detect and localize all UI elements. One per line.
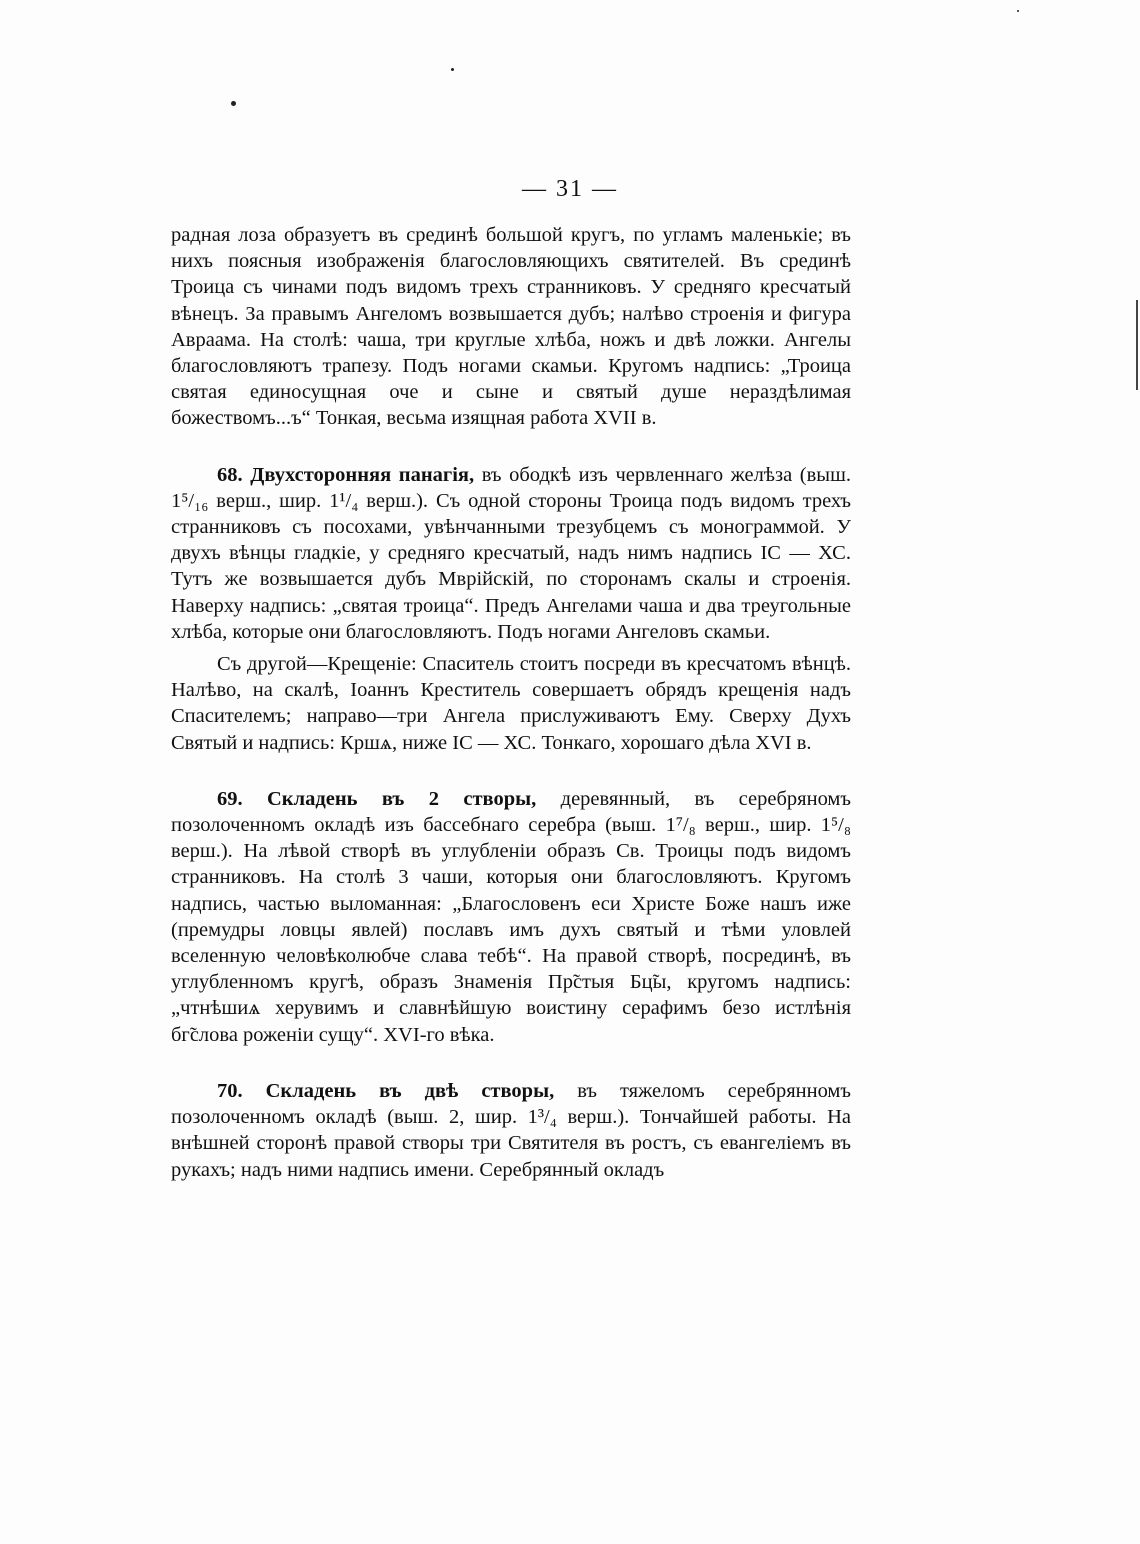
text-column <box>171 222 851 1183</box>
scan-speck <box>1017 10 1019 12</box>
entry-number: 69. <box>217 787 243 810</box>
page-number: — 31 — <box>522 176 618 202</box>
continuation-paragraph: радная лоза образуетъ въ срединѣ большой кругъ, по угламъ маленькіе; въ нихъ поясныя изображенія благословляющихъ святителей. Въ срединѣ Троица съ чинами подъ видомъ трехъ странниковъ. У средняго кресчатый вѣнецъ. За правымъ Ангеломъ возвышается дубъ; налѣво строенія и фигура Авраама. На столѣ: чаша, три круглые хлѣба, ножъ и двѣ ложки. Ангелы благословляютъ трапезу. Подъ ногами скамьи. Кругомъ надпись: „Троица святая единосущная оче и сыне и святый душе нераздѣлимая божествомъ...ъ“ Тонкая, весьма изящная работа XVII в. <box>171 224 851 430</box>
entry-text: въ тяжеломъ серебрянномъ позолоченномъ окладѣ (выш. 2, шир. 1³/₄ верш.). Тончайшей работы. На внѣшней сторонѣ правой створы три Святителя въ ростъ, съ евангеліемъ въ рукахъ; надъ ними надпись имени. Серебрянный окладъ <box>171 1079 852 1181</box>
scan-edge-mark <box>1136 300 1138 390</box>
entry-number: 68. <box>217 463 243 486</box>
entry-paragraph <box>171 462 851 645</box>
entry-title: Складень въ двѣ створы, <box>265 1079 555 1102</box>
scan-speck <box>451 68 454 71</box>
scan-speck <box>231 101 236 106</box>
entry-text: деревянный, въ серебряномъ позолоченномъ окладѣ изъ бассебнаго серебра (выш. 1⁷/₈ верш., шир. 1⁵/₈ верш.). На лѣвой створѣ въ углубленіи образъ Св. Троицы подъ видомъ странниковъ. На столѣ 3 чаши, которыя они благословляютъ. Кругомъ надпись, частью выломанная: „Благословенъ еси Христе Боже нашъ иже (премудры ловцы явлей) пославъ имъ духъ святый и тѣми уловлей вселенную человѣколюбче слава тебѣ“. На правой створѣ, посрединѣ, въ углубленномъ кругѣ, образъ Знаменія Пр̃стыя Бц̃ы, кругомъ надпись: „чтнѣшиѧ херувимъ и славнѣйшую воистину серафимъ безо истлѣнія бг̃слова роженіи сущу“. XVI-го вѣка. <box>171 787 851 1046</box>
entry-number: 70. <box>217 1079 243 1102</box>
catalog-entry-69 <box>171 786 851 1048</box>
entry-paragraph <box>171 786 851 1048</box>
entry-second-paragraph: Съ другой—Крещеніе: Спаситель стоитъ посреди въ кресчатомъ вѣнцѣ. Налѣво, на скалѣ, Іоаннъ Креститель совершаетъ обрядъ крещенія надъ Спасителемъ; направо—три Ангела прислуживаютъ Ему. Сверху Духъ Святый и надпись: Кршѧ, ниже ІС — ХС. Тонкаго, хорошаго дѣла XVI в. <box>171 653 851 754</box>
entry-paragraph <box>171 1078 851 1183</box>
entry-title: Двухсторонняя панагія, <box>250 463 475 486</box>
catalog-entry-68 <box>171 462 851 756</box>
entry-text: въ ободкѣ изъ червленнаго желѣза (выш. 1⁵/₁₆ верш., шир. 1¹/₄ верш.). Съ одной стороны Троица подъ видомъ трехъ странниковъ съ посохами, увѣнчанными трезубцемъ съ монограммой. У двухъ вѣнцы гладкіе, у средняго кресчатый, надъ нимъ надпись ІС — ХС. Тутъ же возвышается дубъ Мврійскій, по сторонамъ скалы и строенія. Наверху надпись: „святая троица“. Предъ Ангелами чаша и два треугольные хлѣба, которые они благословляютъ. Подъ ногами Ангеловъ скамьи. <box>171 463 851 643</box>
entry-title: Складень въ 2 створы, <box>267 787 537 810</box>
catalog-entry-70 <box>171 1078 851 1183</box>
